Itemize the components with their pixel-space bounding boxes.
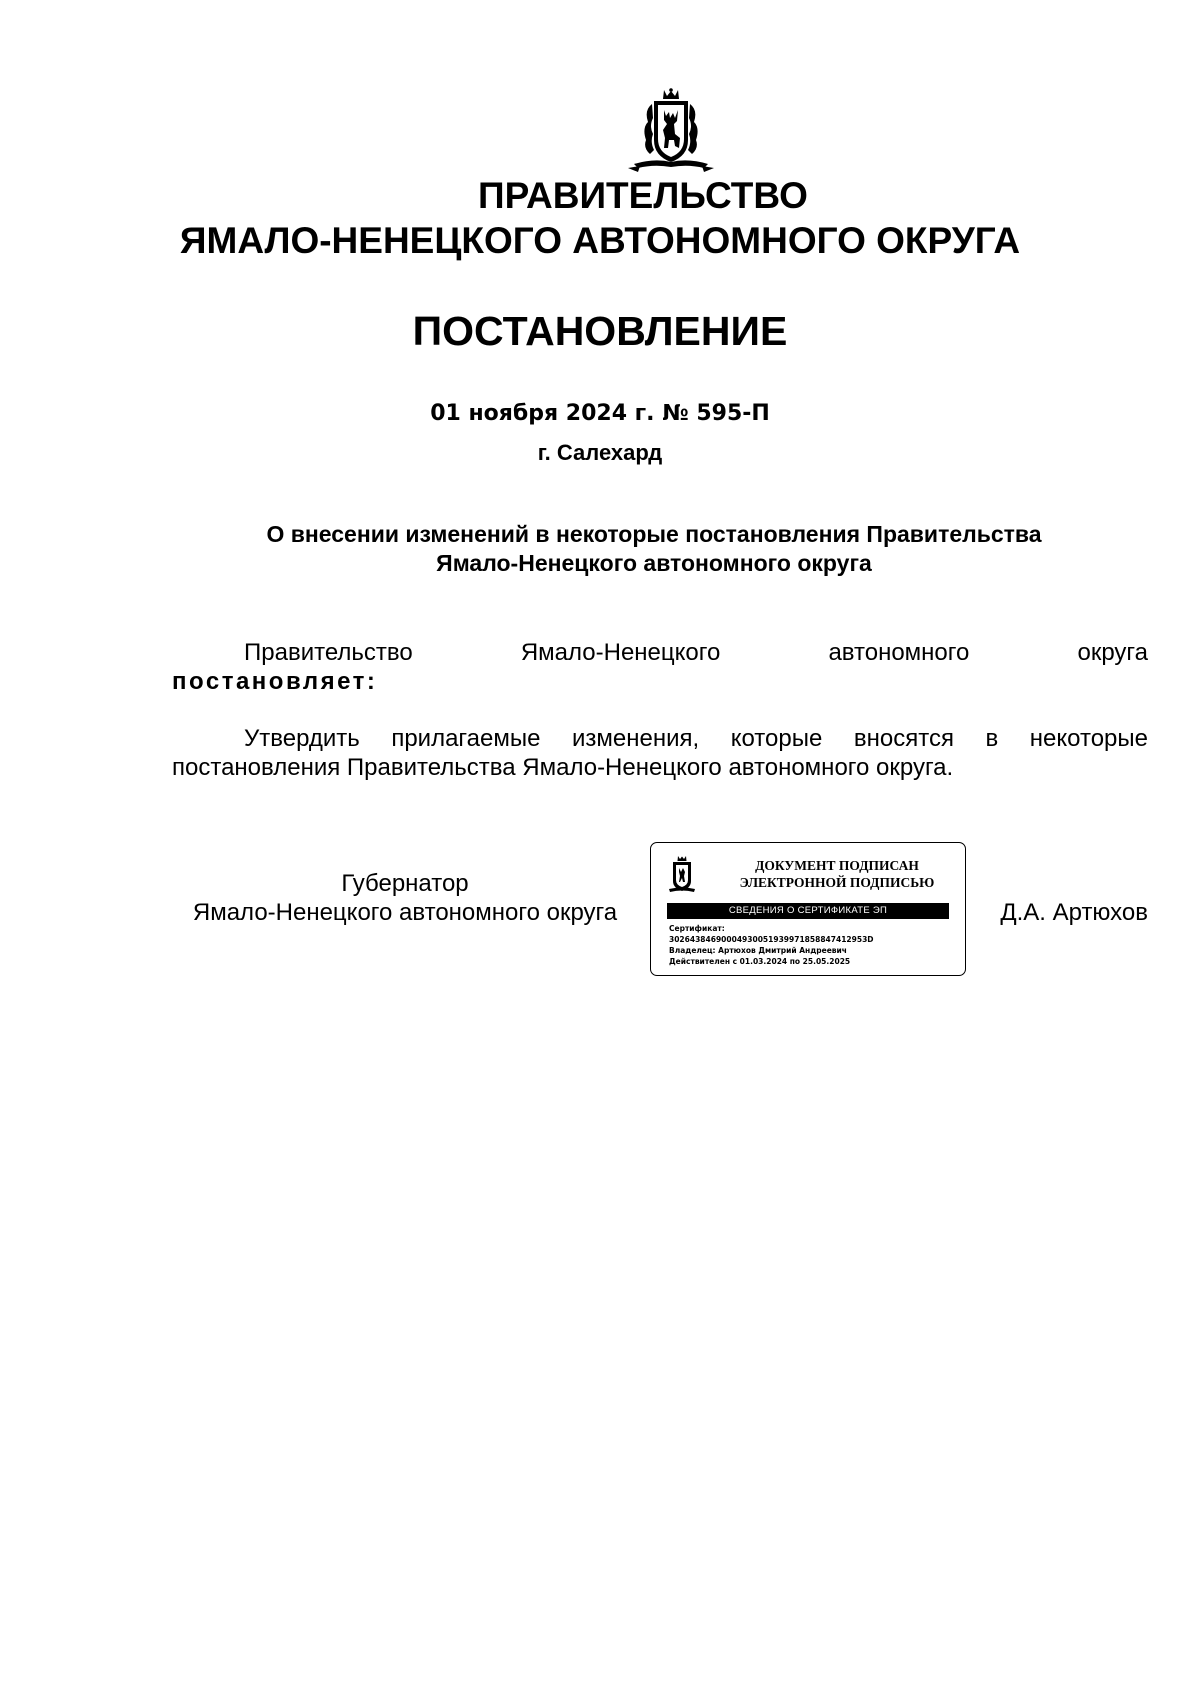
stamp-cert-number: 30264384690004930051939971858847412953D — [669, 935, 874, 944]
stamp-title-line1: ДОКУМЕНТ ПОДПИСАН — [755, 858, 919, 873]
p1-word-2: Ямало-Ненецкого — [520, 639, 721, 666]
p1-word-4: округа — [1077, 639, 1148, 666]
stamp-certificate-bar: СВЕДЕНИЯ О СЕРТИФИКАТЕ ЭП — [667, 903, 949, 919]
electronic-signature-stamp — [650, 842, 966, 976]
government-name-line2: ЯМАЛО-НЕНЕЦКОГО АВТОНОМНОГО ОКРУГА — [179, 220, 1021, 261]
approval-paragraph: Утвердить прилагаемые изменения, которые вносятся в некоторые постановления Правительства Ямало-Ненецкого автономного округа. — [172, 725, 1148, 781]
signatory-name: Д.А. Артюхов — [1000, 899, 1148, 926]
resolves-word: постановляет: — [172, 668, 378, 695]
p1-word-1: Правительство — [244, 639, 413, 666]
government-name-line1: ПРАВИТЕЛЬСТВО — [478, 175, 808, 216]
stamp-certificate-info — [669, 923, 959, 967]
document-subject — [172, 520, 1136, 578]
subject-line2: Ямало-Ненецкого автономного округа — [436, 550, 872, 576]
stamp-valid: Действителен с 01.03.2024 по 25.05.2025 — [669, 957, 851, 966]
document-type: ПОСТАНОВЛЕНИЕ — [412, 308, 788, 354]
subject-line1: О внесении изменений в некоторые постановления Правительства — [266, 521, 1042, 547]
signatory-title-line2: Ямало-Ненецкого автономного округа — [192, 899, 618, 926]
stamp-title — [721, 857, 953, 891]
stamp-cert-label: Сертификат: — [669, 924, 725, 933]
signatory-title — [172, 869, 638, 927]
document-date-number: 01 ноября 2024 г. № 595-П — [430, 401, 770, 426]
stamp-owner: Владелец: Артюхов Дмитрий Андреевич — [669, 946, 847, 955]
coat-of-arms-icon — [624, 88, 718, 174]
resolution-paragraph — [172, 638, 1148, 696]
stamp-title-line2: ЭЛЕКТРОННОЙ ПОДПИСЬЮ — [739, 875, 935, 890]
stamp-emblem-icon — [667, 855, 697, 893]
document-city: г. Салехард — [537, 440, 663, 465]
p1-word-3: автономного — [828, 639, 970, 666]
signatory-title-line1: Губернатор — [341, 870, 469, 897]
